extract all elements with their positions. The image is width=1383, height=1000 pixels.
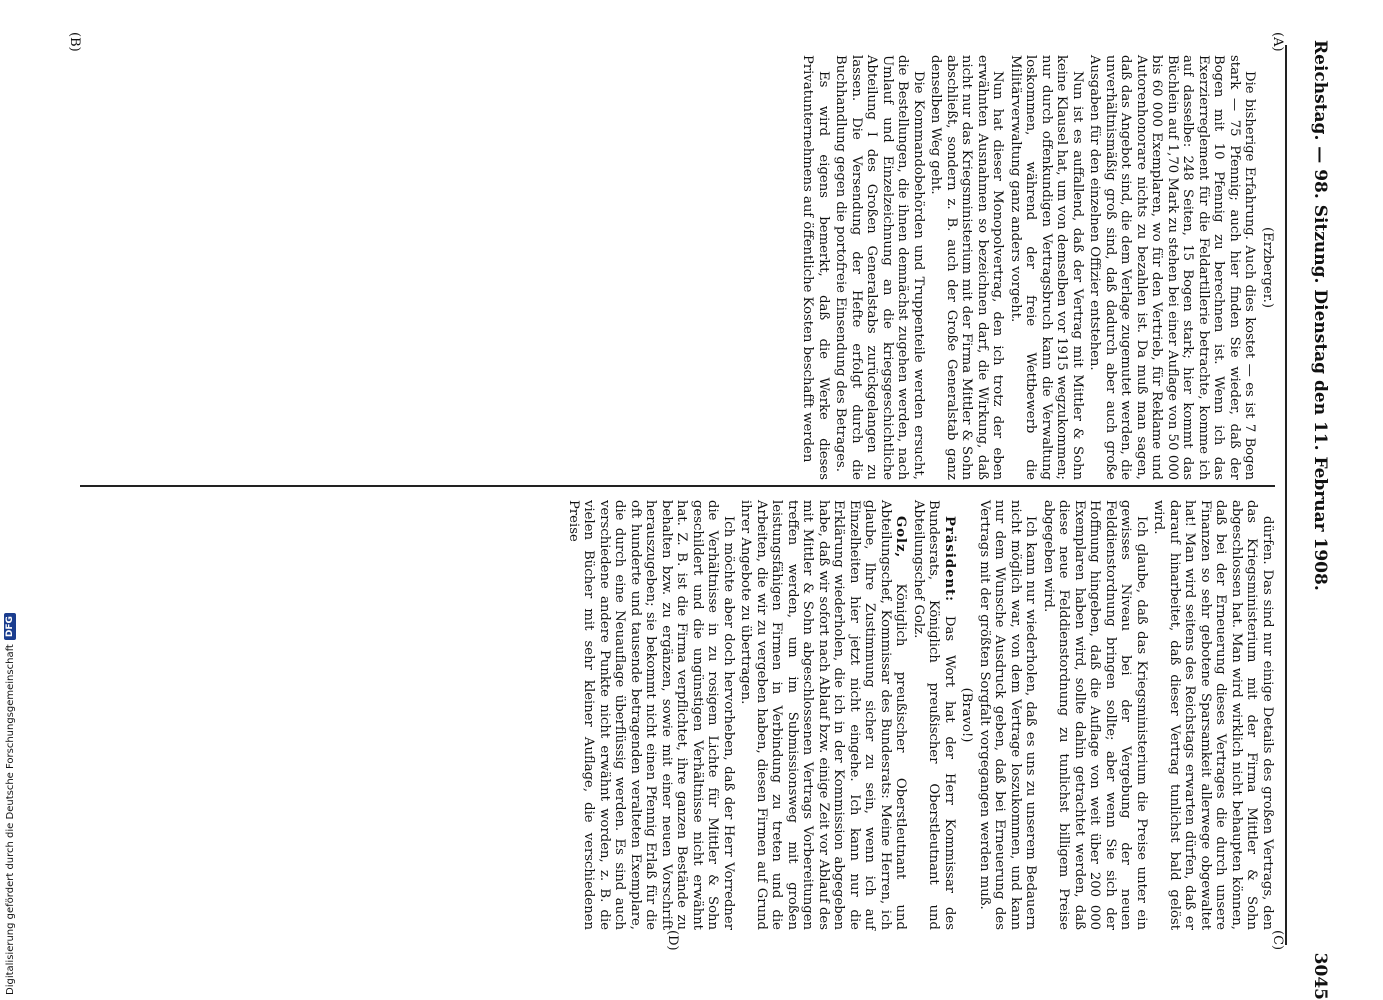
president-paragraph: [911, 500, 958, 930]
margin-mark-b: (B): [67, 32, 82, 52]
dfg-logo: DFG: [4, 613, 16, 640]
president-text: Das Wort hat der Herr Kommissar des Bundesrats, Königlich preußischer Oberstleutnant und Abteilungschef Golz.: [911, 500, 957, 930]
golz-label: Golz,: [893, 516, 909, 559]
paragraph: dürfen. Das sind nur einige Details des großen Vertrags, den das Kriegsministerium mit der Firma Mittler & Sohn abgeschlossen hat. Man wird wirklich nicht behaupten können, daß bei der Erneuerung dieses Vertrages die durch unsere Finanzen so sehr gebotene Sparsamkeit allerwege obgewaltet hat! Man wird seitens des Reichstags erwarten dürfen, daß er darauf hinarbeitet, daß dieser Vertrag tunlichst bald gelöst wird.: [1151, 500, 1275, 930]
margin-mark-c: (C): [1270, 930, 1285, 951]
page-number: 3045: [1310, 952, 1330, 1000]
column-divider: [80, 485, 1275, 487]
paragraph: Die bisherige Erfahrung. Auch dies kostet — es ist 7 Bogen stark — 75 Pfennig; auch hier finden Sie wieder, daß der Bogen mit 10 Pfennig zu berechnen ist. Wenn ich das Exerzierreglement für die Feldartillerie betrachte, komme ich auf dasselbe: 248 Seiten, 15 Bogen stark; hier kommt das Büchlein auf 1,70 Mark zu stehen bei einer Auflage von 50 000 bis 60 000 Exemplaren, wo für den Vertrieb, für Reklame und Autorenhonorare nichts zu bezahlen ist. Da muß man sagen, daß das Angebot sind, die dem Verlage zugemutet werden, die unverhältnismäßig groß sind, daß dadurch aber auch große Ausgaben für den einzelnen Offizier entstehen.: [1087, 55, 1258, 480]
paragraph: Ich glaube, daß das Kriegsministerium die Preise unter ein gewisses Niveau bei der Vergebung der neuen Felddienstordnung bringen sollte; aber wenn Sie sich der Hoffnung hingeben, daß die Auflage von weit über 200 000 Exemplaren haben wird, sollte dahin getrachtet werden, daß diese neue Felddienstordnung zu tunlichst billigem Preise abgegeben wird.: [1041, 500, 1149, 930]
digitization-credit: [4, 613, 16, 995]
paragraph: Ich möchte aber doch hervorheben, daß der Herr Vorredner die Verhältnisse in zu rosigem Lichte für Mittler & Sohn geschildert und die ungünstigen Verhältnisse nicht erwähnt hat. Z. B. ist die Firma verpflichtet, ihre ganzen Bestände zu behalten bzw. zu ergänzen, sowie mit einer neuen Vorschrift herauszugeben; sie bekommt nicht einen Pfennig Erlaß für die oft hunderte und tausende betragenden veralteten Exemplare, die durch eine Neuauflage überflüssig werden. Es sind auch verschiedene andere Punkte nicht erwähnt worden, z. B. die vielen Bücher mit sehr kleiner Auflage, die verschiedenen Preise: [566, 500, 736, 930]
paragraph: Ich kann nur wiederholen, daß es uns zu unserem Bedauern nicht möglich war, von dem Vertrage loszukommen, und kann nur dem Wunsche Ausdruck geben, daß bei Erneuerung des Vertrags mit der größten Sorgfalt vorgegangen werden muß.: [977, 500, 1039, 930]
golz-paragraph: [738, 500, 909, 930]
credit-text: Digitalisierung gefördert durch die Deutsche Forschungsgemeinschaft: [4, 644, 16, 995]
margin-mark-a: (A): [1270, 32, 1285, 52]
paragraph: Nun ist es auffallend, daß der Vertrag mit Mittler & Sohn keine Klausel hat, um von demselben vor 1915 wegzukommen; nur durch offenkundigen Vertragsbruch kann die Verwaltung loskommen, während der freie Wettbewerb die Militärverwaltung ganz anders vorgeht.: [1008, 55, 1085, 480]
president-label: Präsident:: [942, 516, 957, 603]
paragraph: Nun hat dieser Monopolvertrag, den ich trotz der eben erwähnten Ausnahmen so bezeichnen darf, die Wirkung, daß nicht nur das Kriegsministerium mit der Firma Mittler & Sohn abschließt, sondern z. B. auch der Große Generalstab ganz denselben Weg geht.: [928, 55, 1006, 480]
paragraph: Es wird eigens bemerkt, daß die Werke dieses Privatunternehmens auf öffentliche Kosten beschafft werden: [800, 55, 831, 480]
text-column-right: [85, 500, 1275, 930]
header-title: Reichstag. — 98. Sitzung. Dienstag den 11. Februar 1908.: [1310, 40, 1330, 591]
header-rule: [1285, 45, 1287, 945]
speaker-tag: (Erzberger.): [1260, 226, 1275, 308]
golz-text: Königlich preußischer Oberstleutnant und Abteilungschef, Kommissar des Bundesrats: Meine Herren, ich glaube, Ihre Zustimmung sicher zu sein, wenn ich auf Einzelheiten hier jetzt nicht eingehe. Ich kann nur die Erklärung wiederholen, die ich in der Kommission abgegeben habe, daß wir sofort nach Ablauf bzw. einige Zeit vor Ablauf des mit Mittler & Sohn abgeschlossenen Vertrags Vorbereitungen treffen werden, um im Submissionsweg mit großen leistungsfähigen Firmen in Verbindung zu treten und die Arbeiten, die wir zu vergeben haben, diesen Firmen auf Grund ihrer Angebote zu übertragen.: [738, 500, 909, 930]
margin-mark-d: (D): [665, 930, 680, 951]
page-header: [1310, 40, 1330, 1000]
text-column-left: [85, 55, 1275, 480]
paragraph: Die Kommandobehörden und Truppenteile werden ersucht, die Bestellungen, die ihnen demnächst zugehen werden, nach Umlauf und Einzelzeichnung an die kriegsgeschichtliche Abteilung I des Großen Generalstabs zurückgelangen zu lassen. Die Versendung der Hefte erfolgt durch die Buchhandlung gegen die portofreie Einsendung des Betrages.: [833, 55, 926, 480]
applause-note: (Bravo!): [959, 687, 975, 743]
